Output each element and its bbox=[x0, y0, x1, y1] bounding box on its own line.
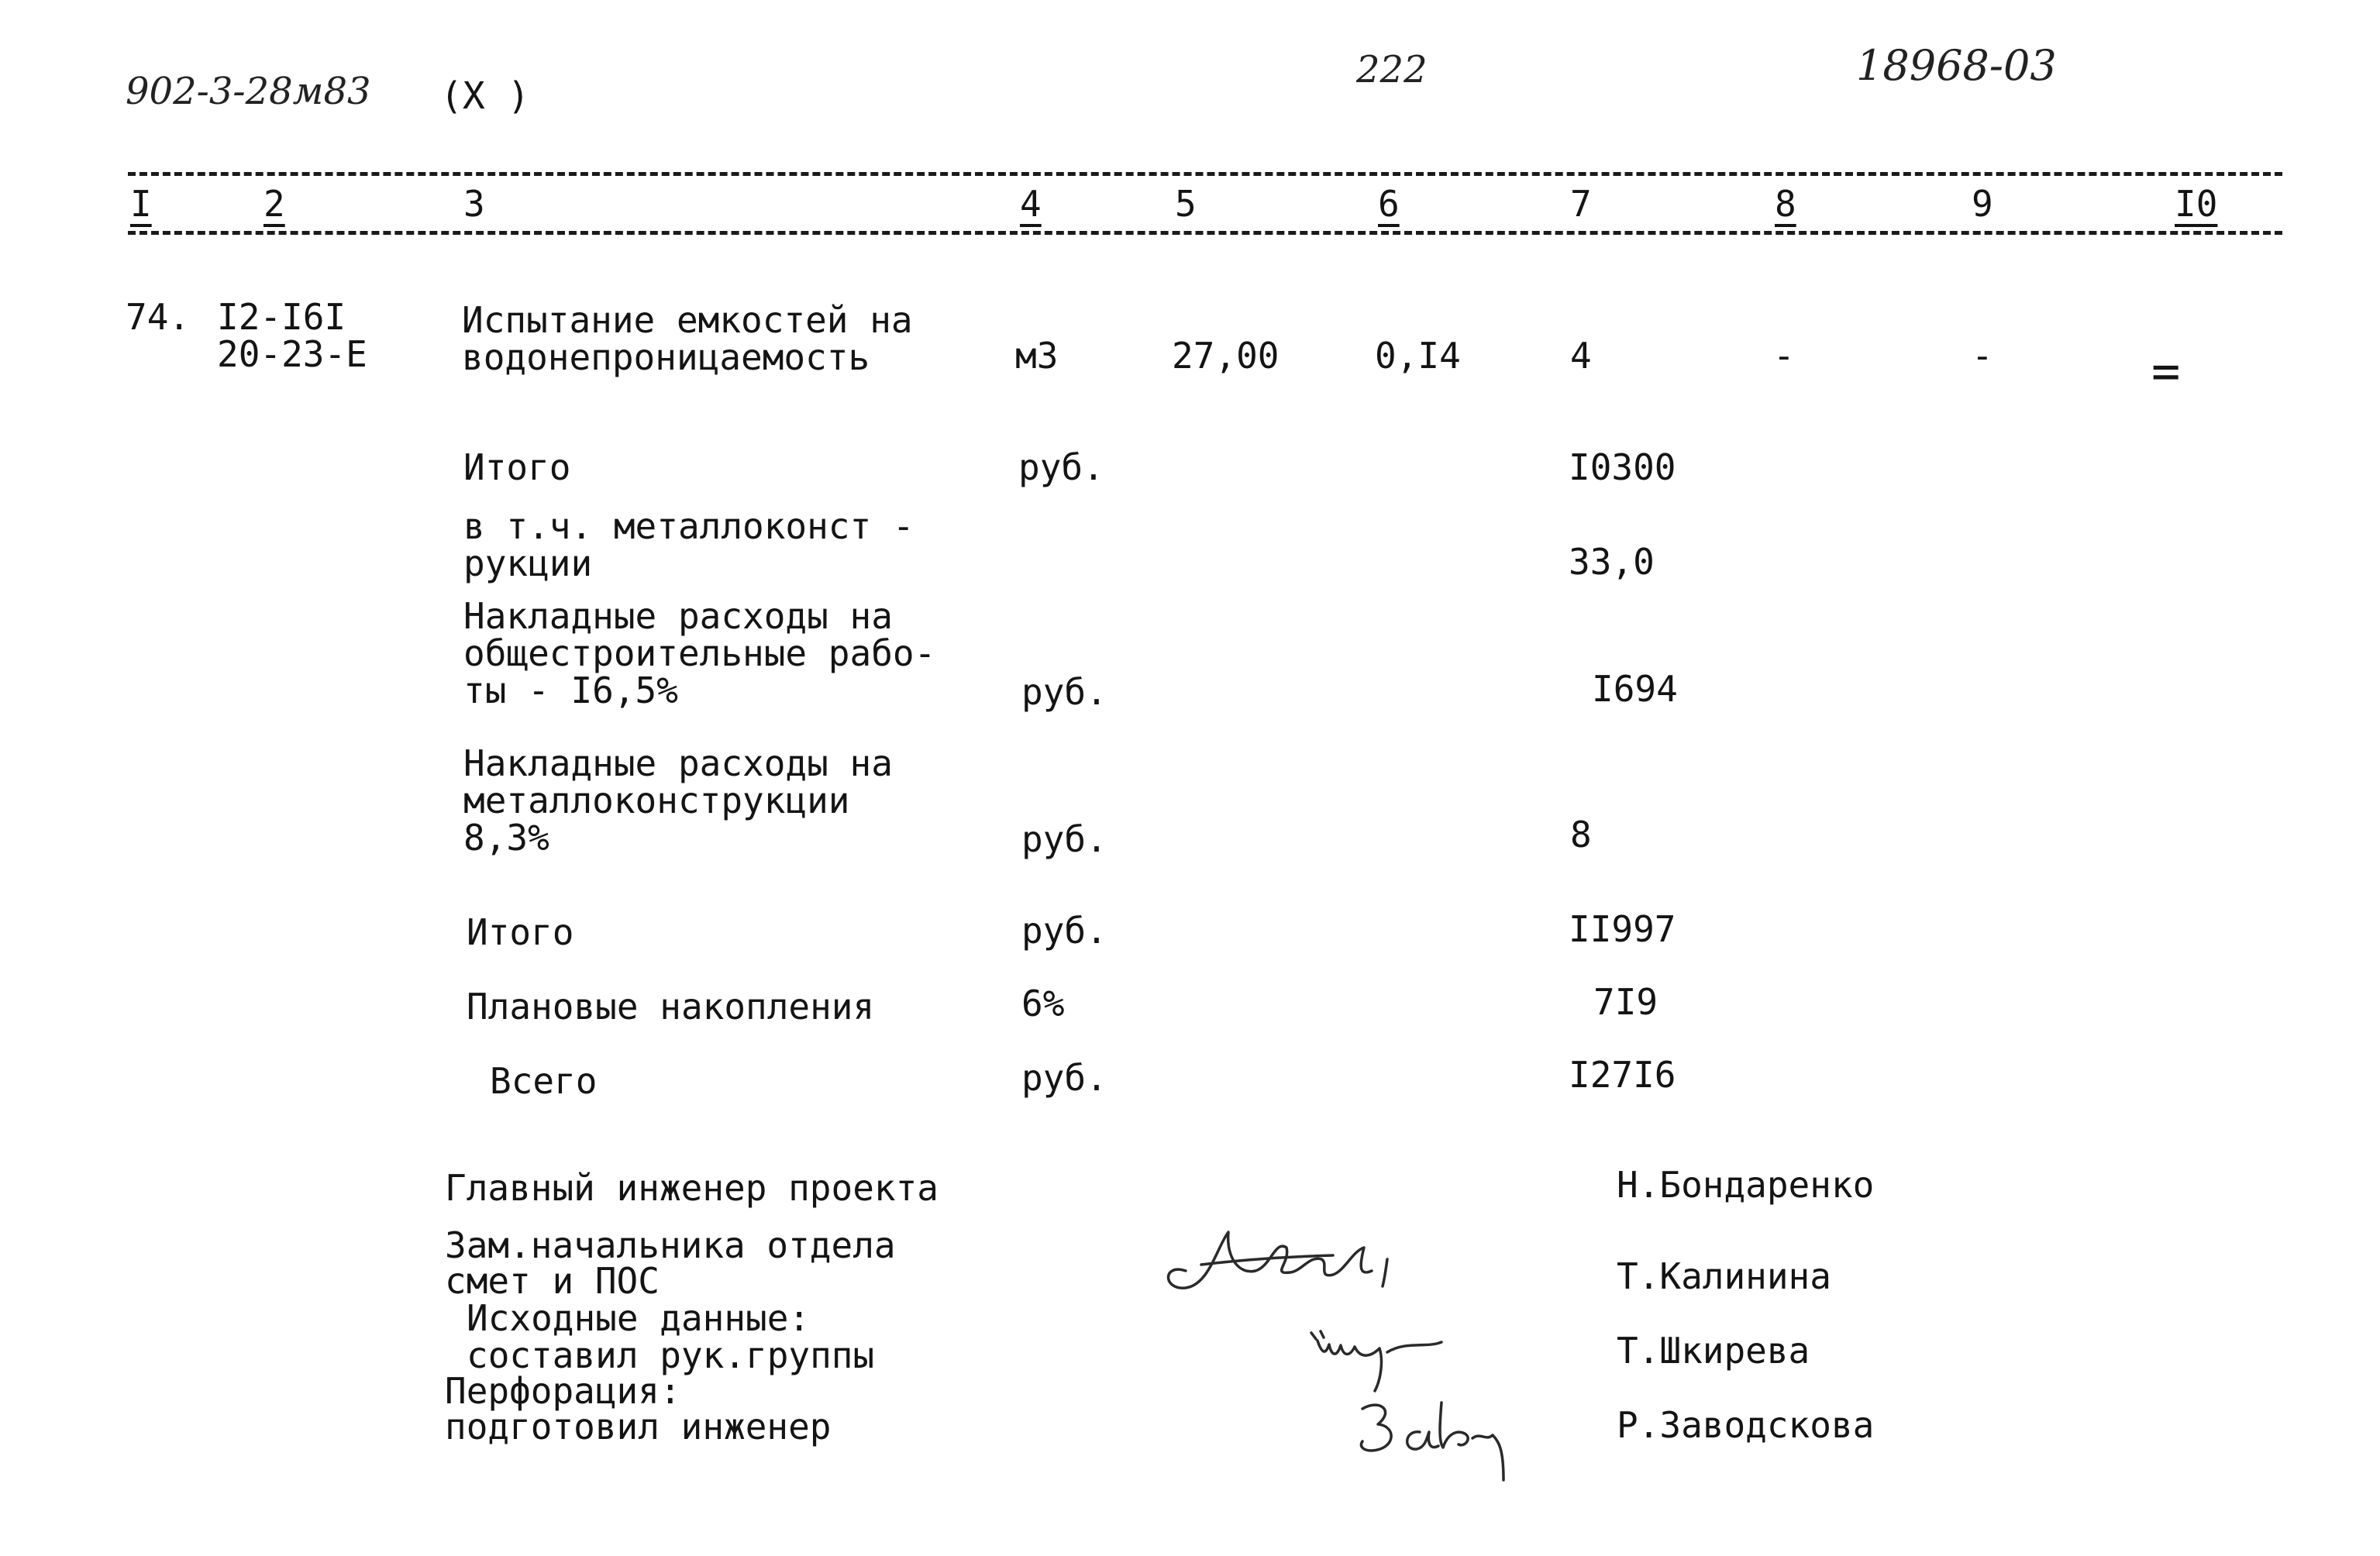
column-number-7: 7 bbox=[1570, 183, 1592, 225]
summary-label: Накладные расходы на bbox=[463, 595, 893, 637]
item-col9: - bbox=[1972, 335, 1993, 377]
summary-value: 33,0 bbox=[1569, 541, 1655, 583]
item-unit: м3 bbox=[1015, 335, 1059, 377]
archive-number: 18968-03 bbox=[1856, 41, 2057, 90]
column-number-9: 9 bbox=[1972, 183, 1993, 225]
signatory-name: Н.Бондаренко bbox=[1617, 1164, 1875, 1206]
summary-value: 8 bbox=[1570, 814, 1592, 855]
summary-label: Итого bbox=[463, 446, 571, 488]
signature-zavodskova-icon bbox=[1348, 1387, 1527, 1496]
summary-label: общестроительные рабо- bbox=[463, 632, 936, 674]
summary-label: Накладные расходы на bbox=[463, 742, 893, 784]
summary-label: ты - I6,5% bbox=[463, 670, 678, 711]
summary-label: Плановые накопления bbox=[467, 986, 875, 1028]
header-top-rule bbox=[128, 172, 2282, 176]
item-total: 4 bbox=[1570, 335, 1592, 377]
document-mark: (X ) bbox=[440, 74, 530, 118]
signatory-role: Главный инженер проекта bbox=[445, 1167, 939, 1209]
signatory-role: Зам.начальника отдела bbox=[445, 1224, 896, 1266]
summary-value: 7I9 bbox=[1593, 981, 1658, 1023]
summary-value: I694 bbox=[1592, 668, 1678, 710]
summary-unit: руб. bbox=[1021, 818, 1107, 860]
item-unit-price: 0,I4 bbox=[1375, 335, 1461, 377]
summary-value: I27I6 bbox=[1569, 1054, 1676, 1096]
column-number-2: 2 bbox=[263, 183, 285, 225]
signatory-role: смет и ПОС bbox=[445, 1260, 660, 1302]
signatory-role: подготовил инженер bbox=[445, 1406, 832, 1448]
item-quantity: 27,00 bbox=[1172, 335, 1280, 377]
signatory-name: Т.Шкирева bbox=[1617, 1330, 1810, 1372]
signature-kalinina-icon bbox=[1155, 1217, 1434, 1310]
column-number-5: 5 bbox=[1175, 183, 1197, 225]
item-description-line2: водонепроницаемость bbox=[462, 336, 870, 378]
summary-unit: руб. bbox=[1018, 446, 1104, 488]
summary-value: I0300 bbox=[1569, 446, 1676, 488]
item-description-line1: Испытание емкостей на bbox=[462, 299, 913, 341]
column-number-1: I bbox=[130, 183, 152, 225]
item-col8: - bbox=[1773, 335, 1795, 377]
summary-label: в т.ч. металлоконст - bbox=[463, 505, 914, 547]
summary-label: металлоконструкции bbox=[463, 780, 850, 821]
summary-label: рукции bbox=[463, 542, 593, 584]
signatory-role: составил рук.группы bbox=[467, 1334, 875, 1376]
document-code: 902-3-28м83 bbox=[126, 70, 371, 113]
column-number-8: 8 bbox=[1775, 183, 1796, 225]
signatory-name: Р.Заводскова bbox=[1617, 1404, 1875, 1446]
summary-unit: руб. bbox=[1021, 671, 1107, 713]
summary-label: Итого bbox=[467, 911, 574, 953]
column-number-6: 6 bbox=[1378, 183, 1400, 225]
item-number: 74. bbox=[126, 296, 191, 338]
column-number-3: 3 bbox=[463, 183, 485, 225]
summary-unit: руб. bbox=[1021, 910, 1107, 952]
column-number-4: 4 bbox=[1020, 183, 1042, 225]
summary-value: II997 bbox=[1569, 908, 1676, 950]
signatory-role: Исходные данные: bbox=[467, 1297, 811, 1339]
summary-label: 8,3% bbox=[463, 817, 549, 859]
column-number-10: I0 bbox=[2175, 183, 2218, 225]
summary-unit: руб. bbox=[1021, 1057, 1107, 1099]
summary-unit: 6% bbox=[1021, 983, 1065, 1024]
item-code-line1: I2-I6I bbox=[217, 296, 346, 338]
item-col10: = bbox=[2151, 343, 2181, 399]
page-number: 222 bbox=[1356, 48, 1428, 91]
item-code-line2: 20-23-Е bbox=[217, 333, 367, 375]
header-bottom-rule bbox=[128, 231, 2282, 235]
summary-label: Всего bbox=[490, 1060, 598, 1102]
signatory-name: Т.Калинина bbox=[1617, 1255, 1831, 1297]
signatory-role: Перфорация: bbox=[445, 1370, 681, 1412]
